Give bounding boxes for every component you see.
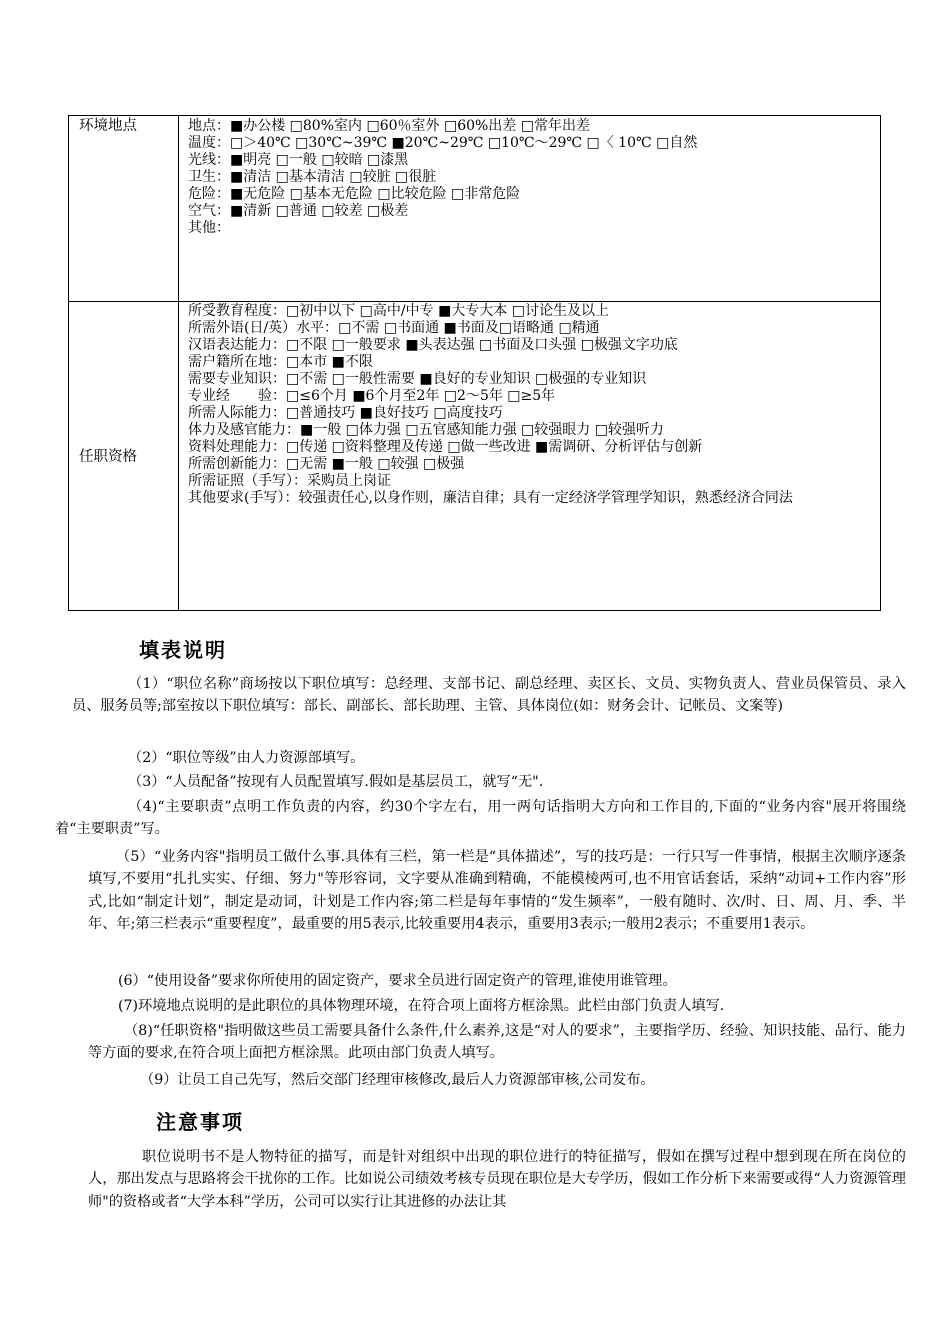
qual-line-experience: 专业经 验：□≤6个月 ■6个月至2年 □2～5年 □≥5年 (188, 388, 556, 404)
env-line-air: 空气：■清新 □普通 □较差 □极差 (188, 203, 409, 219)
env-line-temperature: 温度：□＞40℃ □30℃~39℃ ■20℃~29℃ □10℃～29℃ □〈 10℃ □自然 (188, 135, 698, 151)
instruction-item-9: （9）让员工自己先写，然后交部门经理审核修改,最后人力资源部审核,公司发布。 (140, 1072, 655, 1088)
env-line-danger: 危险：■无危险 □基本无危险 □比较危险 □非常危险 (188, 186, 521, 202)
qual-line-physical: 体力及感官能力：■一般 □体力强 □五官感知能力强 □较强眼力 □较强听力 (188, 422, 664, 438)
instruction-item-7: (7)环境地点说明的是此职位的具体物理环境，在符合项上面将方框涂黑。此栏由部门负责人填写. (118, 998, 725, 1014)
instruction-item-6: (6）“使用设备”要求你所使用的固定资产，要求全员进行固定资产的管理,谁使用谁管理。 (118, 973, 677, 989)
job-spec-table (68, 115, 881, 611)
table-row-divider (69, 301, 880, 302)
env-label: 环境地点 (79, 118, 137, 134)
qual-cell (188, 303, 874, 507)
env-line-hygiene: 卫生：■清洁 □基本清洁 □较脏 □很脏 (188, 169, 437, 185)
instruction-item-4: （4)“主要职责”点明工作负责的内容，约30个字左右，用一两句话指明大方向和工作目的,下面的“业务内容"展开将围绕着“主要职责”写。 (55, 799, 906, 838)
table-column-divider (178, 116, 179, 610)
qual-line-expression: 汉语表达能力：□不限 □一般要求 ■头表达强 □书面及口头强 □极强文字功底 (188, 337, 678, 353)
qual-line-education: 所受教育程度：□初中以下 □高中/中专 ■大专大本 □讨论生及以上 (188, 303, 609, 319)
instruction-item-8: （8)“任职资格"指明做这些员工需要具备什么条件,什么素养,这是“对人的要求”，主要指学历、经验、知识技能、品行、能力等方面的要求,在符合项上面把方框涂黑。此项由部门负责人填写。 (88, 1023, 906, 1062)
qual-line-certificate: 所需证照（手写）：采购员上岗证 (188, 473, 391, 489)
instruction-item-5: （5）“业务内容"指明员工做什么事.具体有三栏，第一栏是“具体描述”，写的技巧是：一行只写一件事情，根据主次顺序逐条填写,不要用“扎扎实实、仔细、努力"等形容词，文字要从准确到精确，不能模棱两可,也不用官话套话，采纳“动词+工作内容”形式,比如“制定计划”，制定是动词，计划是工作内容;第二栏是每年事情的“发生频率”，一般有随时、次/时、日、周、月、季、半年、年;第三栏表示“重要程度”，最重要的用5表示,比较重要用4表示，重要用3表示;一般用2表示；不重要用1表示。 (88, 849, 906, 932)
notes-text: 职位说明书不是人物特征的描写，而是针对组织中出现的职位进行的特征描写，假如在撰写过程中想到现在所在岗位的人，那出发点与思路将会干扰你的工作。比如说公司绩效考核专员现在职位是大专学历，假如工作分析下来需要或得“人力资源管理师"的资格或者“大学本科”学历，公司可以实行让其进修的办法让其 (88, 1149, 906, 1210)
env-line-location: 地点：■办公楼 □80%室内 □60％室外 □60%出差 □常年出差 (188, 118, 590, 134)
instruction-item-3: （3）“人员配备”按现有人员配置填写.假如是基层员工，就写“无". (128, 774, 544, 790)
env-line-light: 光线：■明亮 □一般 □较暗 □漆黑 (188, 152, 409, 168)
env-line-other: 其他： (188, 220, 230, 236)
qual-line-innovation: 所需创新能力：□无需 ■一般 □较强 □极强 (188, 456, 465, 472)
qual-line-language: 所需外语(日/英）水平：□不需 □书面通 ■书面及□语略通 □精通 (188, 320, 600, 336)
env-cell (188, 118, 874, 237)
instruction-item-1: （1）“职位名称”商场按以下职位填写：总经理、支部书记、副总经理、卖区长、文员、实物负责人、营业员保管员、录入员、服务员等;部室按以下职位填写：部长、副部长、部长助理、主管、具体岗位(如：财务会计、记帐员、文案等) (72, 676, 906, 715)
notes-title: 注意事项 (156, 1110, 244, 1134)
instructions-title: 填表说明 (139, 638, 227, 662)
qual-line-knowledge: 需要专业知识：□不需 □一般性需要 ■良好的专业知识 □极强的专业知识 (188, 371, 647, 387)
qual-line-household: 需户籍所在地：□本市 ■不限 (188, 354, 373, 370)
instruction-item-2: （2）“职位等级”由人力资源部填写。 (128, 750, 365, 766)
qual-label: 任职资格 (79, 449, 137, 465)
qual-line-interpersonal: 所需人际能力：□普通技巧 ■良好技巧 □高度技巧 (188, 405, 503, 421)
qual-line-data: 资料处理能力：□传递 □资料整理及传递 □做一些改进 ■需调研、分析评估与创新 (188, 439, 703, 455)
qual-line-other: 其他要求(手写）：较强责任心,以身作则，廉洁自律；具有一定经济学管理学知识，熟悉经济合同法 (188, 490, 793, 506)
